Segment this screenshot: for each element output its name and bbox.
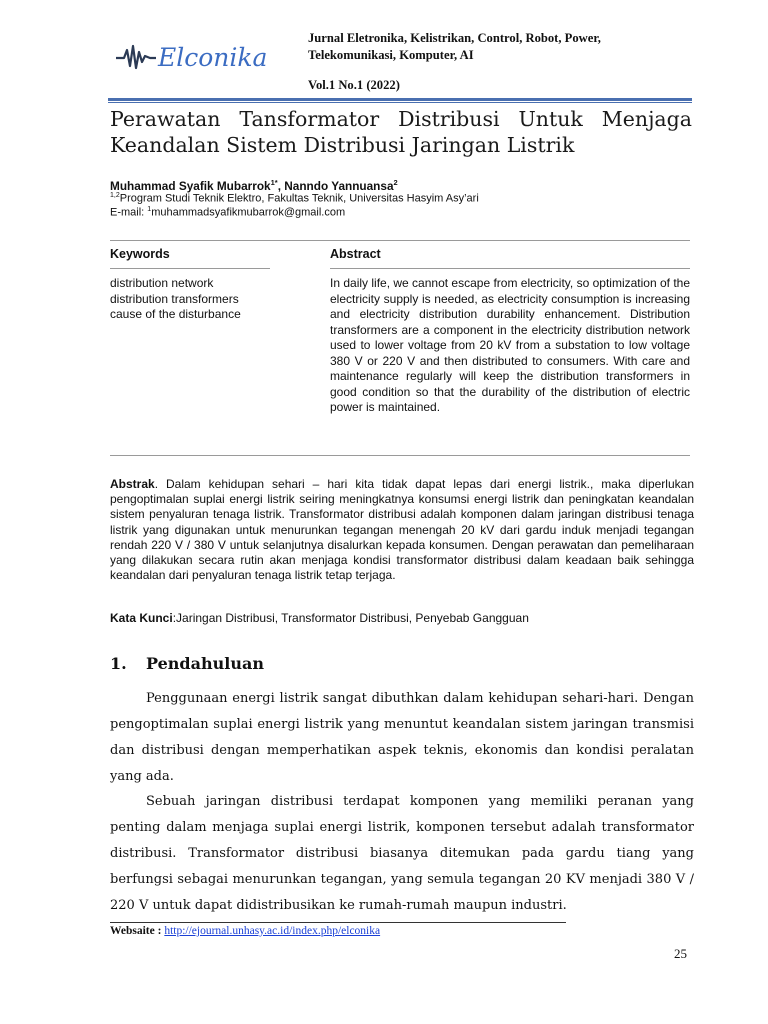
header-rule	[108, 98, 692, 101]
section-title: Pendahuluan	[146, 654, 264, 673]
keyword-item: cause of the disturbance	[110, 307, 241, 321]
box-top-rule	[110, 240, 690, 241]
authors	[110, 178, 398, 193]
author-2-sup: 2	[393, 178, 398, 187]
email-label: E-mail:	[110, 206, 148, 219]
email-line	[110, 206, 345, 219]
volume-info: Vol.1 No.1 (2022)	[308, 78, 400, 92]
kata-kunci-label: Kata Kunci	[110, 611, 173, 625]
article-title	[110, 106, 692, 158]
header-rule-thin	[108, 102, 692, 103]
logo-text: Elconika	[158, 43, 268, 72]
box-bottom-rule	[110, 455, 690, 456]
keywords-rule	[110, 268, 270, 269]
website-link[interactable]: http://ejournal.unhasy.ac.id/index.php/elconika	[164, 925, 381, 937]
abstrak-label: Abstrak	[110, 477, 155, 491]
keywords-heading: Keywords	[110, 247, 170, 261]
journal-name-line1: Jurnal Eletronika, Kelistrikan, Control, Robot, Power,	[308, 31, 601, 45]
email-address[interactable]: muhammadsyafikmubarrok@gmail.com	[151, 206, 346, 219]
affiliation-text: Program Studi Teknik Elektro, Fakultas Teknik, Universitas Hasyim Asy’ari	[119, 192, 479, 205]
website-footer	[110, 925, 380, 937]
affiliation-sup: 1,2	[110, 192, 120, 199]
abstrak-paragraph	[110, 477, 694, 583]
affiliation	[110, 192, 479, 205]
section-heading	[110, 654, 264, 673]
abstract-rule	[330, 268, 690, 269]
footer-rule	[110, 922, 566, 923]
keyword-item: distribution network	[110, 276, 214, 290]
title-line2: Keandalan Sistem Distribusi Jaringan Listrik	[110, 133, 575, 157]
author-1-sup: 1*	[270, 178, 278, 187]
email-sup: 1	[147, 206, 152, 213]
kata-kunci	[110, 611, 529, 625]
title-line1: Perawatan Tansformator Distribusi Untuk Menjaga	[110, 107, 692, 131]
body-paragraph-2: Sebuah jaringan distribusi terdapat komponen yang memiliki peranan yang penting dalam menjaga suplai energi listrik, komponen tersebut adalah transformator distribusi. Transformator distribusi biasanya ditemukan pada gardu tiang yang berfungsi sebagai menurunkan tegangan, yang semula tegangan 20 KV menjadi 380 V / 220 V untuk dapat didistribusikan ke rumah-rumah maupun industri.	[110, 794, 694, 913]
abstract-heading: Abstract	[330, 247, 381, 261]
page-number: 25	[674, 946, 687, 961]
abstrak-text: . Dalam kehidupan sehari – hari kita tidak dapat lepas dari energi listrik., maka diperlukan pengoptimalan suplai energi listrik seiring meningkatnya konsumsi energi listrik dan peningkatan keandalan sistem penyaluran tenaga listrik. Transformator distribusi adalah komponen dalam jaringan distribusi tenaga listrik yang digunakan untuk menurunkan tegangan menengah 20 kV dari gardu induk menjadi tegangan rendah 220 V / 380 V untuk selanjutnya disalurkan kepada konsumen. Dengan perawatan dan pemeliharaan yang dilakukan secara rutin akan menjaga kondisi transformator distribusi dalam keadaan baik sehingga keandalan dari penyaluran tenaga listrik tetap terjaga.	[110, 477, 694, 583]
body-paragraph-1: Penggunaan energi listrik sangat dibuthkan dalam kehidupan sehari-hari. Dengan pengoptimalan suplai energi listrik yang menuntut keandalan sistem jaringan transmisi dan distribusi dengan memperhatikan aspek teknis, ekonomis dan kondisi peralatan yang ada.	[110, 691, 694, 784]
author-1: Muhammad Syafik Mubarrok	[110, 178, 271, 193]
journal-name	[308, 30, 668, 63]
abstract-text: In daily life, we cannot escape from electricity, so optimization of the electricity supply is needed, as electricity consumption is increasing and electricity distribution durability enhancement. Distribution transformers are a component in the electricity distribution network used to lower voltage from 20 kV from a substation to low voltage 380 V or 220 V and then distributed to consumers. With care and maintenance regularly will keep the distribution transformers in good condition so that the durability of the distribution of electric power is maintained.	[330, 276, 690, 414]
journal-logo	[114, 36, 284, 76]
section-number: 1.	[110, 654, 127, 673]
kata-kunci-text: :Jaringan Distribusi, Transformator Distribusi, Penyebab Gangguan	[172, 611, 529, 625]
author-2: , Nanndo Yannuansa	[277, 178, 394, 193]
keyword-item: distribution transformers	[110, 291, 239, 306]
journal-name-line2: Telekomunikasi, Komputer, AI	[308, 47, 474, 62]
website-label: Websaite :	[110, 925, 165, 937]
keywords-list	[110, 276, 241, 323]
waveform-icon	[116, 46, 156, 68]
